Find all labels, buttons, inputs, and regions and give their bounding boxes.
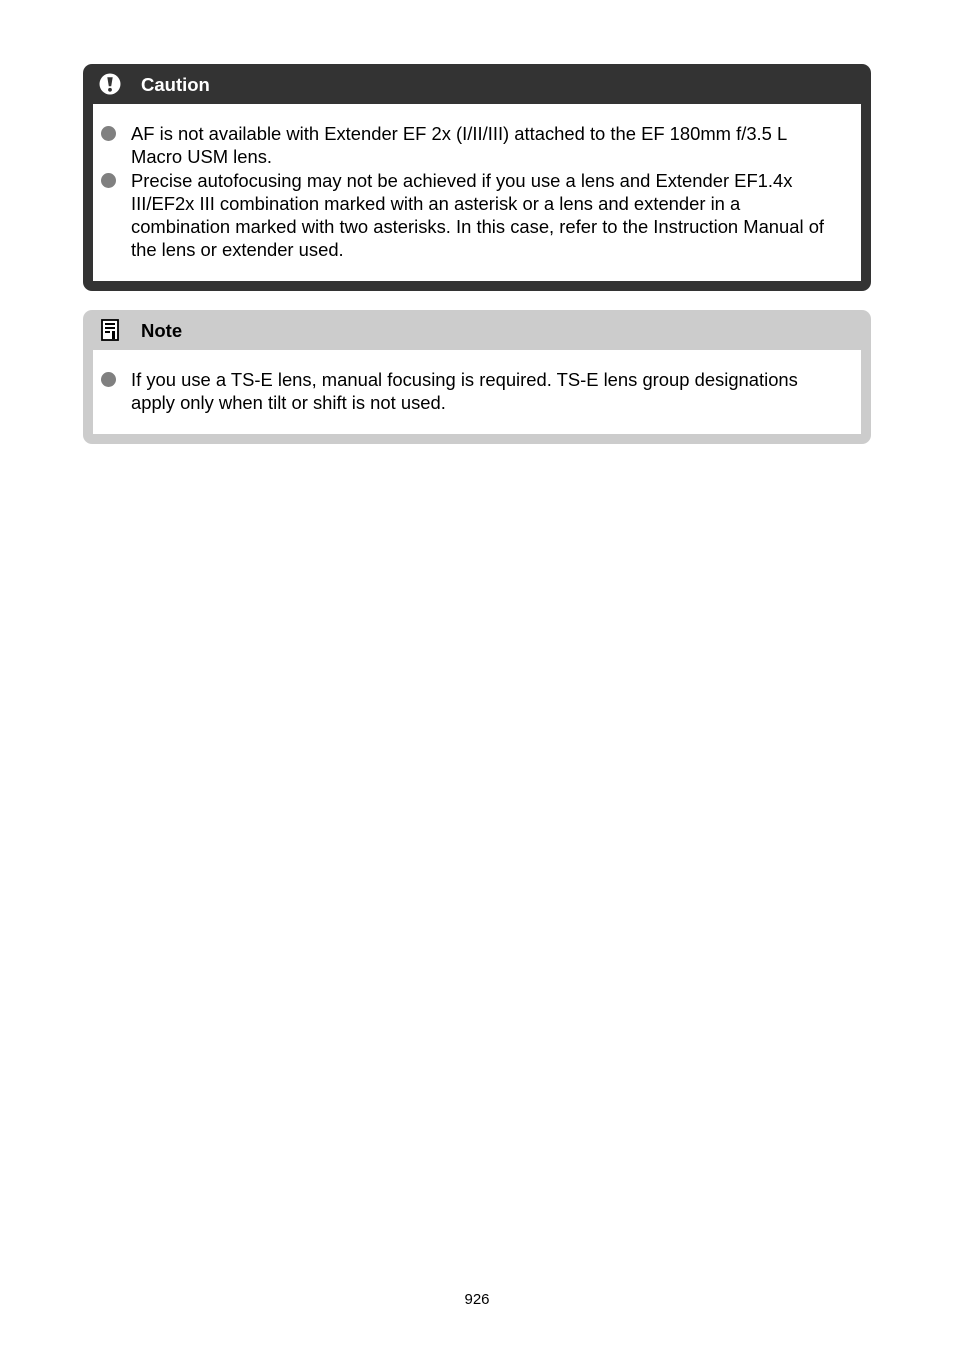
caution-title: Caution (141, 74, 210, 95)
note-title: Note (141, 320, 183, 341)
caution-header (83, 64, 871, 104)
bullet-icon (101, 173, 116, 188)
note-item (93, 368, 861, 415)
note-icon (99, 319, 121, 341)
page-number: 926 (464, 1291, 490, 1308)
bullet-icon (101, 372, 116, 387)
caution-box (83, 64, 871, 291)
note-body (93, 350, 861, 434)
caution-item (93, 169, 861, 262)
bullet-icon (101, 126, 116, 141)
note-item-text: If you use a TS-E lens, manual focusing is required. TS-E lens group designations apply only when tilt or shift is not used. (131, 369, 798, 414)
note-list (93, 368, 861, 415)
caution-item-text: Precise autofocusing may not be achieved if you use a lens and Extender EF1.4x III/EF2x III combination marked with an asterisk or a lens and extender in a combination marked with two asterisks. In this case, refer to the Instruction Manual of the lens or extender used. (131, 169, 825, 261)
caution-item-text: AF is not available with Extender EF 2x (I/II/III) attached to the EF 180mm f/3.5 L Macro USM lens. (131, 123, 787, 168)
exclamation-icon (99, 73, 121, 95)
note-header (83, 310, 871, 350)
caution-body (93, 104, 861, 281)
caution-item (93, 122, 861, 169)
note-box (83, 310, 871, 444)
caution-list (93, 122, 861, 262)
